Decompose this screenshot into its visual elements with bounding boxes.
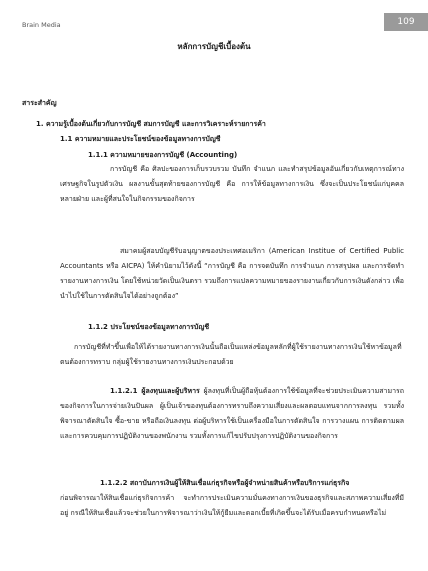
paragraph-investors [60, 384, 404, 444]
brand-name: Brain Media [22, 21, 61, 29]
creditors-text: ก่อนพิจารณาให้สินเชื่อแก่ธุรกิจการค้า จะทำการประเมินความมั่นคงทางการเงินของธุรกิจและสภาพความเสี่ยงที่มีอยู่ กรณีให้สินเชื่อแล้วจะช่วยในการพิจารณาว่าเงินให้กู้ยืมและดอกเบี้ยที่เกิดขึ้นจะได้รับเมื่อครบกำหนดหรือไม่ [60, 494, 404, 517]
key-content-heading: สาระสำคัญ [22, 99, 57, 107]
page-header [0, 0, 428, 40]
page-title: หลักการบัญชีเบื้องต้น [177, 42, 251, 51]
creditors-lead: 1.1.2.2 สถาบันการเงินผู้ให้สินเชื่อแก่ธุรกิจหรือผู้จำหน่ายสินค้าหรือบริการแก่ธุรกิจ [100, 479, 350, 487]
paragraph-users-intro: การบัญชีที่ทำขึ้นเพื่อให้ได้รายงานทางการเงินนั้นถือเป็นแหล่งข้อมูลหลักที่ผู้ใช้รายงานทางการเงินใช้หาข้อมูลที่ตนต้องการทราบ กลุ่มผู้ใช้รายงานทางการเงินประกอบด้วย [60, 343, 402, 366]
section-heading-1-1: 1.1 ความหมายและประโยชน์ของข้อมูลทางการบัญชี [60, 135, 221, 143]
paragraph-accounting-definition: การบัญชี คือ ศิลปะของการเก็บรวบรวม บันทึก จำแนก และทำสรุปข้อมูลอันเกี่ยวกับเหตุการณ์ทางเศรษฐกิจในรูปตัวเงิน ผลงานขั้นสุดท้ายของการบัญชี คือ การให้ข้อมูลทางการเงิน ซึ่งจะเป็นประโยชน์แก่บุคคลหลายฝ่าย และผู้ที่สนใจในกิจกรรมของกิจการ [60, 165, 404, 203]
section-heading-1-1-2: 1.1.2 ประโยชน์ของข้อมูลทางการบัญชี [88, 323, 210, 331]
section-label: ความหมายของการบัญชี (Accounting) [110, 151, 238, 159]
section-heading-1: 1. ความรู้เบื้องต้นเกี่ยวกับการบัญชี สมการบัญชี และการวิเคราะห์รายการค้า [36, 120, 266, 128]
investors-lead: 1.1.2.1 ผู้ลงทุนและผู้บริหาร [110, 387, 200, 395]
paragraph-aicpa-definition: สมาคมผู้สอบบัญชีรับอนุญาตของประเทศอเมริกา (American Institue of Certified Public Accountants หรือ AICPA) ให้คำนิยามไว้ดังนี้ “การบัญชี คือ การจดบันทึก การจำแนก การสรุปผล และการจัดทำรายงานทางการเงิน โดยใช้หน่วยวัดเป็นเงินตรา รวมถึงการแปลความหมายของรายงานเกี่ยวกับการเงินดังกล่าว เพื่อนำไปใช้ในการตัดสินใจได้อย่างถูกต้อง” [60, 247, 404, 300]
section-heading-1-1-1 [88, 148, 408, 162]
page-number-badge: 109 [384, 13, 428, 31]
section-number: 1.1.1 [88, 151, 108, 159]
paragraph-creditors [60, 476, 404, 521]
investors-text: ผู้ลงทุนที่เป็นผู้ถือหุ้นต้องการใช้ข้อมูลที่จะช่วยประเมินความสามารถของกิจการในการจ่ายเงินปันผล ผู้เป็นเจ้าของทุนต้องการทราบถึงความเสี่ยงและผลตอบแทนจากการลงทุน รวมทั้งพิจารณาตัดสินใจ ซื้อ-ขาย หรือถือเงินลงทุน ต่อผู้บริหารใช้เป็นเครื่องมือในการตัดสินใจ การวางแผน การติดตามผล และการควบคุมการปฏิบัติงานของพนักงาน รวมทั้งการแก้ไขปรับปรุงการปฏิบัติงานของกิจการ [60, 387, 404, 440]
